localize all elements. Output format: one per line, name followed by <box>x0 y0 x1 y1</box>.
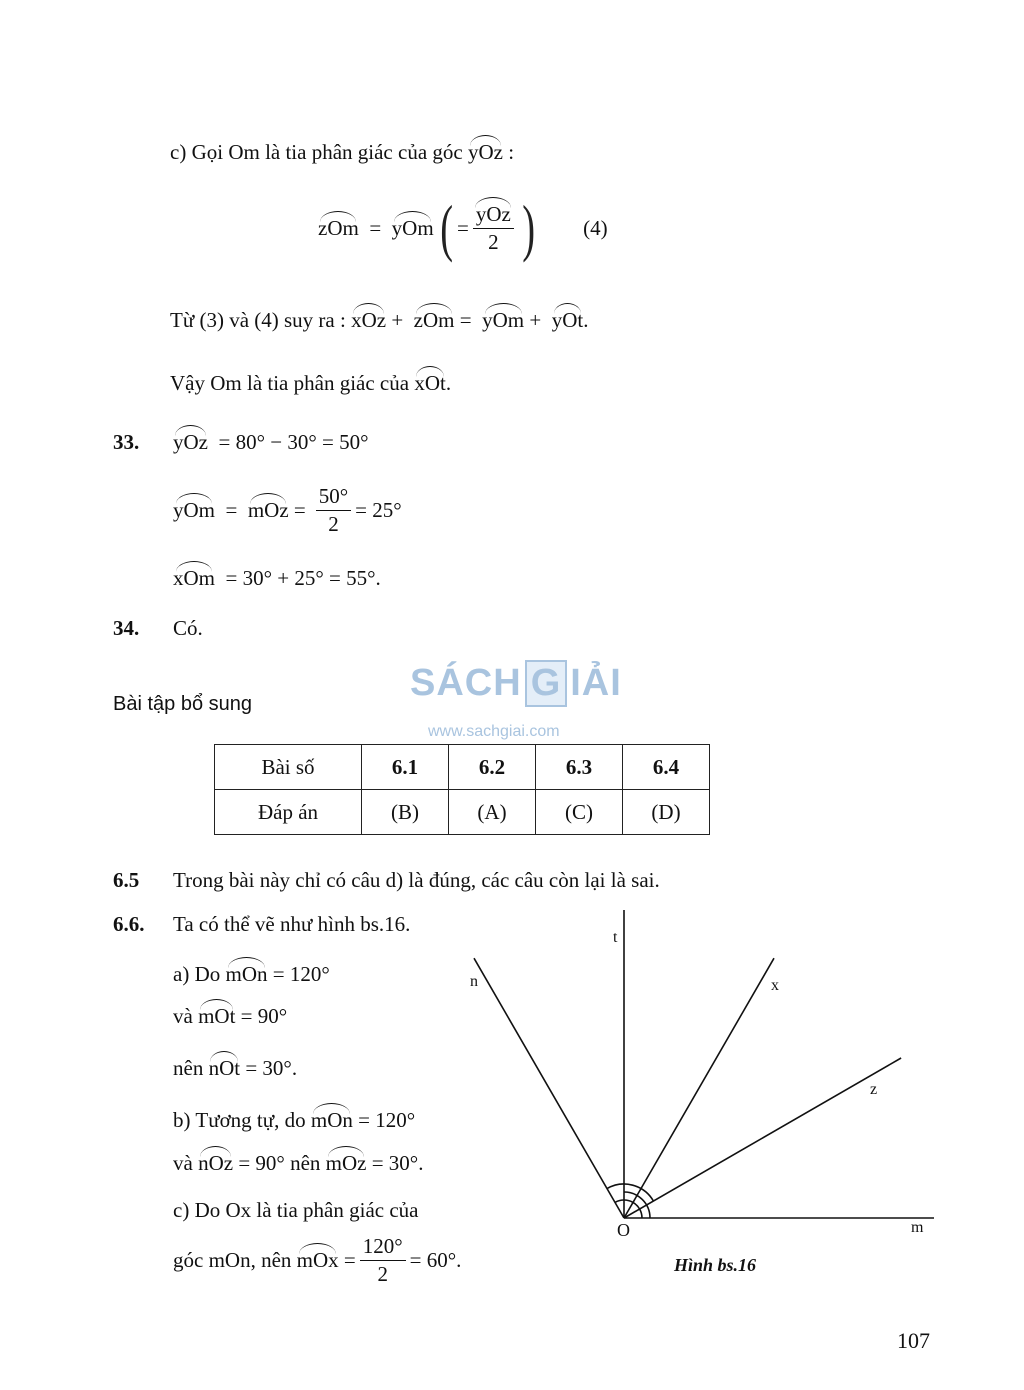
exercise-34-number: 34. <box>113 616 140 640</box>
answer-table <box>214 744 710 835</box>
ray-On <box>474 958 624 1218</box>
table-cell: Đáp án <box>215 790 362 835</box>
ex66-c-line1: c) Do Ox là tia phân giác của <box>173 1198 419 1222</box>
exercise-33-number: 33. <box>113 430 140 454</box>
label-t: t <box>613 929 618 946</box>
watermark-url: www.sachgiai.com <box>428 723 560 740</box>
table-cell: 6.4 <box>623 745 710 790</box>
exercise-6-6-number: 6.6. <box>113 912 145 936</box>
table-row <box>215 790 710 835</box>
part-c-conclusion: Vậy Om là tia phân giác của xOt. <box>170 371 452 395</box>
table-cell: Bài số <box>215 745 362 790</box>
ex66-b-line2: và nOz = 90° nên mOz = 30°. <box>173 1151 424 1175</box>
ex66-a-line2: và mOt = 90° <box>173 1004 288 1028</box>
ray-Oz <box>624 1058 901 1218</box>
angle-yOz: yOz <box>467 140 503 164</box>
table-cell: 6.3 <box>536 745 623 790</box>
exercise-6-5-number: 6.5 <box>113 868 140 892</box>
table-cell: (D) <box>623 790 710 835</box>
section-title: Bài tập bổ sung <box>113 693 252 715</box>
ex66-c-line2: góc mOn, nên mOx = $\frac{120^\circ}{2}$ = 60°. <box>173 1234 462 1286</box>
table-row <box>215 745 710 790</box>
table-cell: 6.1 <box>362 745 449 790</box>
label-O: O <box>617 1220 630 1240</box>
ex66-b-line1: b) Tương tự, do mOn = 120° <box>173 1108 416 1132</box>
exercise-6-6-text: Ta có thể vẽ như hình bs.16. <box>173 912 411 936</box>
ray-Ox <box>624 958 774 1218</box>
watermark-logo: SÁCH G IẢI <box>410 660 622 707</box>
label-m: m <box>911 1219 924 1236</box>
table-cell: (B) <box>362 790 449 835</box>
ex66-a-line3: nên nOt = 30°. <box>173 1056 298 1080</box>
figure-bs16 <box>440 900 960 1300</box>
ex66-a-line1: a) Do mOn = 120° <box>173 962 330 986</box>
exercise-34-text: Có. <box>173 616 203 640</box>
label-z: z <box>870 1081 878 1098</box>
exercise-6-5-text: Trong bài này chỉ có câu d) là đúng, các câu còn lại là sai. <box>173 868 660 892</box>
figure-caption: Hình bs.16 <box>674 1255 757 1275</box>
label-n: n <box>470 973 478 990</box>
label-x: x <box>771 977 779 994</box>
table-cell: 6.2 <box>449 745 536 790</box>
part-c-intro: c) Gọi Om là tia phân giác của góc yOz : <box>170 140 515 164</box>
equation-4: zOm = yOm ( = $\frac{\text{yOz}}{2}$ ) (4) <box>318 192 608 263</box>
table-cell: (C) <box>536 790 623 835</box>
exercise-33-line2: yOm = mOz = $\frac{50^\circ}{2}$ = 25° <box>173 484 402 536</box>
from-3-and-4-line: Từ (3) và (4) suy ra : xOz + zOm = yOm + yOt. <box>170 308 589 332</box>
exercise-33-line3: xOm = 30° + 25° = 55°. <box>173 566 381 590</box>
table-cell: (A) <box>449 790 536 835</box>
page-number: 107 <box>897 1328 930 1353</box>
exercise-33-line1: yOz = 80° − 30° = 50° <box>173 430 369 454</box>
